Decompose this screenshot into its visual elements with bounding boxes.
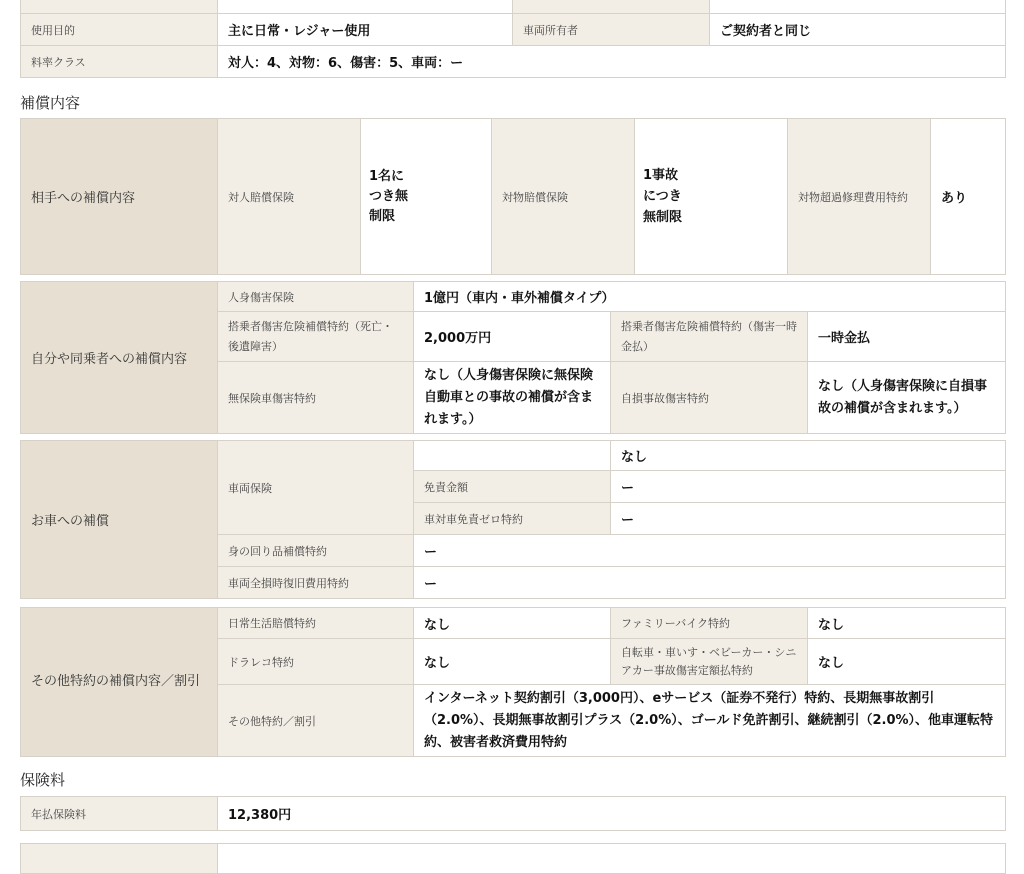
property-damage-value: 1事故につき無制限: [643, 168, 683, 225]
premium-table: [20, 796, 1006, 831]
deductible-label: 免責金額: [414, 471, 611, 503]
dashcam-value: なし: [414, 639, 611, 685]
self-loss-label: 自損事故傷害特約: [611, 362, 808, 434]
belongings-label: 身の回り品補償特約: [218, 535, 414, 567]
passenger-lump-label: 搭乗者傷害危険補償特約（傷害一時金払）: [611, 312, 808, 362]
usage-label: 使用目的: [21, 14, 218, 46]
uninsured-motorist-label: 無保険車傷害特約: [218, 362, 414, 434]
owner-label: 車両所有者: [513, 14, 710, 46]
owner-value: ご契約者と同じ: [710, 14, 1006, 46]
others-coverage-table: [20, 118, 1006, 275]
car-insurance-label: 車両保険: [218, 441, 414, 535]
self-coverage-table: [20, 281, 1006, 434]
personal-injury-value: 1億円（車内・車外補償タイプ）: [414, 282, 1006, 312]
bicycle-accident-label: 自転車・車いす・ベビーカー・シニアカー事故傷害定額払特約: [611, 639, 808, 685]
self-category: 自分や同乗者への補償内容: [21, 282, 218, 434]
vehicle-category: お車への補償: [21, 441, 218, 599]
others-category: 相手への補償内容: [21, 119, 218, 275]
bodily-injury-label: 対人賠償保険: [218, 119, 361, 275]
passenger-death-value: 2,000万円: [414, 312, 611, 362]
personal-injury-label: 人身傷害保険: [218, 282, 414, 312]
daily-liability-value: なし: [414, 608, 611, 639]
other-riders-value: インターネット契約割引（3,000円）、eサービス（証券不発行）特約、長期無事故割引（2.0%）、長期無事故割引プラス（2.0%）、ゴールド免許割引、継続割引（2.0%）、他車運転特約、被害者救済費用特約: [414, 685, 1006, 757]
rate-class-label: 料率クラス: [21, 46, 218, 78]
bicycle-accident-value: なし: [808, 639, 1006, 685]
passenger-lump-value: 一時金払: [808, 312, 1006, 362]
premium-heading: 保険料: [20, 771, 66, 789]
car-insurance-value: なし: [611, 441, 1006, 471]
belongings-value: ー: [414, 535, 1006, 567]
coverage-heading: 補償内容: [20, 94, 81, 112]
vehicle-coverage-table: [20, 440, 1006, 599]
family-bike-value: なし: [808, 608, 1006, 639]
annual-premium-label: 年払保険料: [21, 797, 218, 831]
rate-class-value: 対人：4、対物：6、傷害：5、車両：ー: [218, 46, 1006, 78]
uninsured-motorist-value: なし（人身傷害保険に無保険自動車との事故の補償が含まれます。）: [414, 362, 611, 434]
annual-premium-value: 12,380円: [218, 797, 1006, 831]
family-bike-label: ファミリーバイク特約: [611, 608, 808, 639]
restore-cost-value: ー: [414, 567, 1006, 599]
passenger-death-label: 搭乗者傷害危険補償特約（死亡・後遺障害）: [218, 312, 414, 362]
other-riders-label: その他特約／割引: [218, 685, 414, 757]
property-damage-label: 対物賠償保険: [492, 119, 635, 275]
dashcam-label: ドラレコ特約: [218, 639, 414, 685]
usage-value: 主に日常・レジャー使用: [218, 14, 513, 46]
vehicle-info-table: [20, 13, 1006, 78]
bodily-injury-value: 1名につき無制限: [369, 168, 409, 224]
zero-deductible-value: ー: [611, 503, 1006, 535]
special-coverage-table: [20, 607, 1006, 757]
excess-repair-label: 対物超過修理費用特約: [788, 119, 931, 275]
restore-cost-label: 車両全損時復旧費用特約: [218, 567, 414, 599]
special-category: その他特約の補償内容／割引: [21, 608, 218, 757]
excess-repair-value: あり: [931, 119, 1006, 275]
zero-deductible-label: 車対車免責ゼロ特約: [414, 503, 611, 535]
deductible-value: ー: [611, 471, 1006, 503]
cropped-bottom-row: [20, 843, 1006, 874]
daily-liability-label: 日常生活賠償特約: [218, 608, 414, 639]
self-loss-value: なし（人身傷害保険に自損事故の補償が含まれます。）: [808, 362, 1006, 434]
